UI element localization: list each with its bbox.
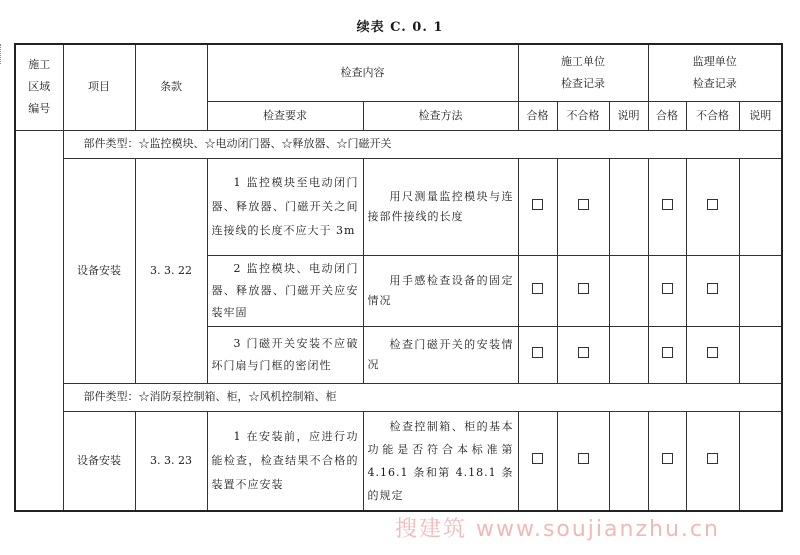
- requirement-cell: 1 在安装前，应进行功能检查，检查结果不合格的装置不应安装: [207, 411, 363, 511]
- supervision-fail-checkbox[interactable]: [686, 158, 739, 255]
- method-cell: 检查门磁开关的安装情况: [363, 326, 518, 383]
- supervision-fail-checkbox[interactable]: [686, 411, 739, 511]
- header-fail: 不合格: [557, 101, 609, 130]
- construction-note-cell[interactable]: [609, 255, 648, 326]
- requirement-cell: 3 门磁开关安装不应破坏门扇与门框的密闭性: [207, 326, 363, 383]
- item-cell: 设备安装: [63, 158, 135, 383]
- supervision-note-cell[interactable]: [739, 326, 782, 383]
- construction-fail-checkbox[interactable]: [557, 158, 609, 255]
- supervision-fail-checkbox[interactable]: [686, 326, 739, 383]
- header-note: 说明: [609, 101, 648, 130]
- clause-cell: 3. 3. 23: [135, 411, 207, 511]
- construction-note-cell[interactable]: [609, 158, 648, 255]
- header-clause: 条款: [135, 44, 207, 130]
- construction-pass-checkbox[interactable]: [518, 411, 557, 511]
- inspection-record-table: [14, 43, 783, 512]
- header-pass: 合格: [518, 101, 557, 130]
- construction-fail-checkbox[interactable]: [557, 255, 609, 326]
- requirement-cell: 2 监控模块、电动闭门器、释放器、门磁开关应安装牢固: [207, 255, 363, 326]
- clause-cell: 3. 3. 22: [135, 158, 207, 383]
- supervision-fail-checkbox[interactable]: [686, 255, 739, 326]
- supervision-note-cell[interactable]: [739, 158, 782, 255]
- section-label: 部件类型：☆监控模块、☆电动闭门器、☆释放器、☆门磁开关: [63, 130, 782, 158]
- area-no-cell: [15, 130, 63, 511]
- supervision-pass-checkbox[interactable]: [648, 326, 686, 383]
- page-edge-mark: [0, 44, 5, 64]
- construction-fail-checkbox[interactable]: [557, 326, 609, 383]
- header-method: 检查方法: [363, 101, 518, 130]
- header-area-no: 施工 区域 编号: [15, 44, 63, 130]
- construction-note-cell[interactable]: [609, 411, 648, 511]
- construction-fail-checkbox[interactable]: [557, 411, 609, 511]
- header-requirement: 检查要求: [207, 101, 363, 130]
- item-cell: 设备安装: [63, 411, 135, 511]
- supervision-note-cell[interactable]: [739, 255, 782, 326]
- construction-pass-checkbox[interactable]: [518, 255, 557, 326]
- supervision-pass-checkbox[interactable]: [648, 411, 686, 511]
- supervision-note-cell[interactable]: [739, 411, 782, 511]
- construction-note-cell[interactable]: [609, 326, 648, 383]
- header-supervision-record: 监理单位 检查记录: [648, 44, 782, 101]
- method-cell: 检查控制箱、柜的基本功能是否符合本标准第 4.16.1 条和第 4.18.1 条的规定: [363, 411, 518, 511]
- header-inspect-content: 检查内容: [207, 44, 518, 101]
- method-cell: 用手感检查设备的固定情况: [363, 255, 518, 326]
- construction-pass-checkbox[interactable]: [518, 326, 557, 383]
- header-fail: 不合格: [686, 101, 739, 130]
- supervision-pass-checkbox[interactable]: [648, 158, 686, 255]
- method-cell: 用尺测量监控模块与连接部件接线的长度: [363, 158, 518, 255]
- construction-pass-checkbox[interactable]: [518, 158, 557, 255]
- header-pass: 合格: [648, 101, 686, 130]
- section-label: 部件类型：☆消防泵控制箱、柜，☆风机控制箱、柜: [63, 383, 782, 411]
- header-item: 项目: [63, 44, 135, 130]
- table-title: 续表 C. 0. 1: [356, 20, 444, 35]
- watermark: 搜建筑 www.soujianzhu.cn: [395, 517, 720, 542]
- header-note: 说明: [739, 101, 782, 130]
- requirement-cell: 1 监控模块至电动闭门器、释放器、门磁开关之间连接线的长度不应大于 3m: [207, 158, 363, 255]
- supervision-pass-checkbox[interactable]: [648, 255, 686, 326]
- header-construction-record: 施工单位 检查记录: [518, 44, 648, 101]
